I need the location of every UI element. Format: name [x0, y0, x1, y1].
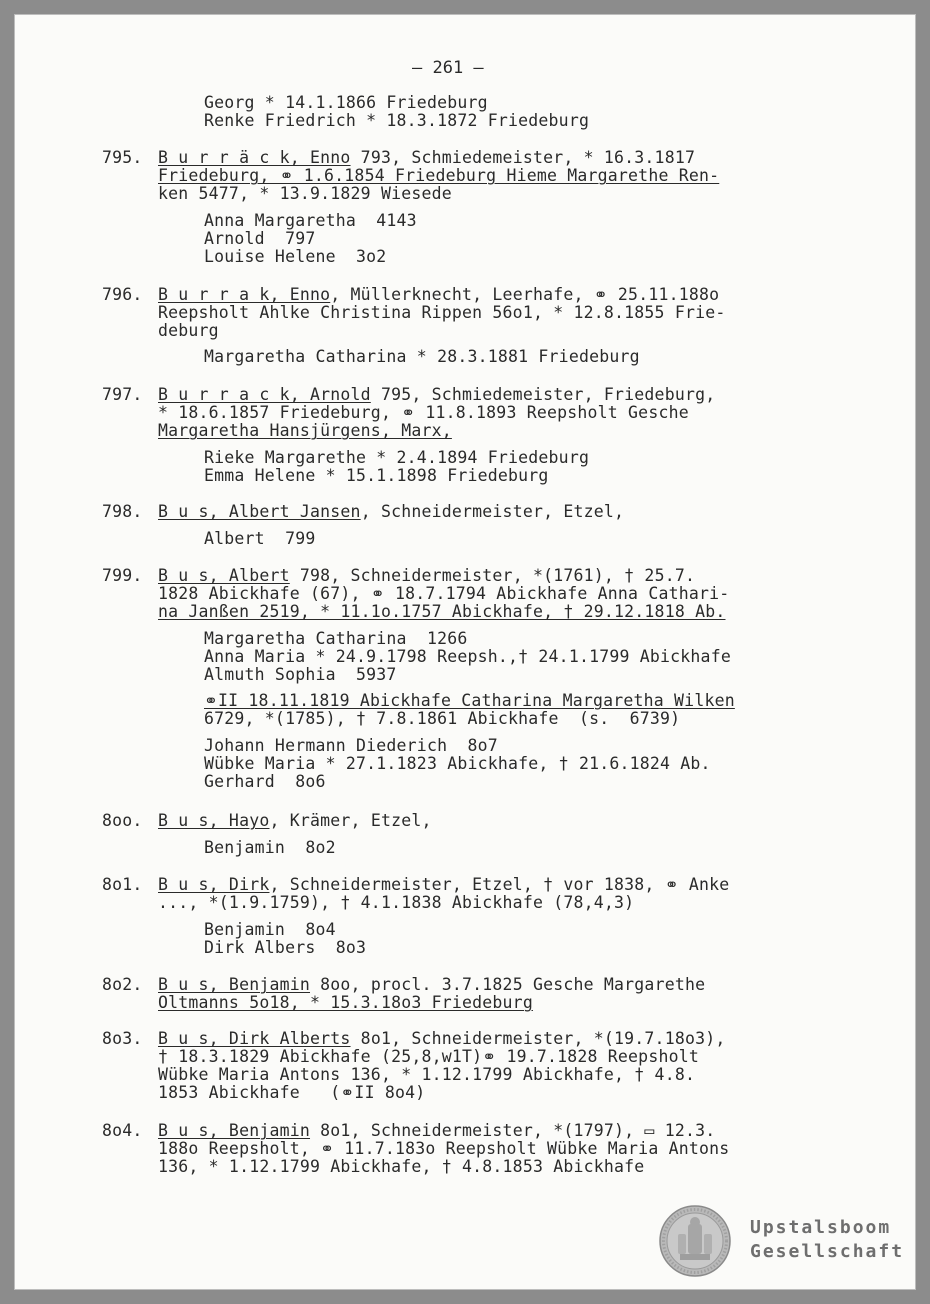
entry-line: 188o Reepsholt, ⚭ 11.7.183o Reepsholt Wübke Maria Antons	[158, 1139, 730, 1158]
entry-heading-rest: , Schneidermeister, Etzel,	[360, 502, 625, 521]
entry-heading-rest: 795, Schmiedemeister, Friedeburg,	[370, 385, 716, 404]
entry-line: 136, * 1.12.1799 Abickhafe, † 4.8.1853 Abickhafe	[158, 1157, 645, 1176]
child-line: Margaretha Catharina 1266	[204, 629, 468, 648]
child-line: Louise Helene 3o2	[204, 247, 387, 266]
entry-heading	[158, 286, 719, 304]
entry-line: Oltmanns 5o18, * 15.3.18o3 Friedeburg	[158, 993, 533, 1012]
entry-heading	[158, 976, 705, 994]
entry-heading-rest: 8oo, procl. 3.7.1825 Gesche Margarethe	[310, 975, 706, 994]
child-line: Emma Helene * 15.1.1898 Friedeburg	[204, 466, 549, 485]
society-seal-icon	[658, 1204, 732, 1278]
entry-number: 798.	[102, 502, 143, 521]
entry-name: B u s, Benjamin	[158, 975, 311, 994]
entry-name: B u s, Albert	[158, 566, 290, 585]
child-line: Arnold 797	[204, 229, 316, 248]
entry-heading	[158, 1030, 726, 1048]
child-line: Margaretha Catharina * 28.3.1881 Friedeburg	[204, 347, 640, 366]
entry-heading	[158, 386, 715, 404]
entry-heading-rest: , Müllerknecht, Leerhafe, ⚭ 25.11.188o	[330, 285, 720, 304]
entry-number: 8o3.	[102, 1029, 143, 1048]
entry-name: B u s, Benjamin	[158, 1121, 311, 1140]
child-line: Anna Maria * 24.9.1798 Reepsh.,† 24.1.1799 Abickhafe	[204, 647, 731, 666]
entry-name: B u s, Dirk Alberts	[158, 1029, 351, 1048]
page-number: – 261 –	[412, 58, 484, 78]
logo-line-2: Gesellschaft	[750, 1241, 905, 1262]
child-line: Wübke Maria * 27.1.1823 Abickhafe, † 21.6.1824 Ab.	[204, 754, 711, 773]
child-line: Rieke Margarethe * 2.4.1894 Friedeburg	[204, 448, 590, 467]
child-line: Benjamin 8o2	[204, 838, 336, 857]
entry-heading	[158, 876, 729, 894]
entry-name: B u r r a c k, Arnold	[158, 385, 371, 404]
child-line: Albert 799	[204, 529, 316, 548]
child-line: Johann Hermann Diederich 8o7	[204, 736, 498, 755]
entry-name: B u r r a k, Enno	[158, 285, 331, 304]
entry-heading-rest: 793, Schmiedemeister, * 16.3.1817	[350, 148, 696, 167]
entry-heading-rest: 798, Schneidermeister, *(1761), † 25.7.	[289, 566, 696, 585]
entry-line: ⚭II 18.11.1819 Abickhafe Catharina Margaretha Wilken	[204, 691, 735, 710]
child-line: Renke Friedrich * 18.3.1872 Friedeburg	[204, 111, 590, 130]
entry-number: 8o1.	[102, 875, 143, 894]
entry-heading	[158, 567, 695, 585]
child-line: Gerhard 8o6	[204, 772, 326, 791]
entry-heading-rest: 8o1, Schneidermeister, *(19.7.18o3),	[350, 1029, 726, 1048]
entry-number: 8o4.	[102, 1121, 143, 1140]
entry-name: B u s, Dirk	[158, 875, 270, 894]
entry-line: Margaretha Hansjürgens, Marx,	[158, 421, 452, 440]
entry-name: B u r r ä c k, Enno	[158, 148, 351, 167]
child-line: Benjamin 8o4	[204, 920, 336, 939]
entry-line: 6729, *(1785), † 7.8.1861 Abickhafe (s. 6739)	[204, 709, 681, 728]
entry-number: 797.	[102, 385, 143, 404]
entry-line: Reepsholt Ahlke Christina Rippen 56o1, * 12.8.1855 Frie-	[158, 303, 726, 322]
entry-line: Wübke Maria Antons 136, * 1.12.1799 Abickhafe, † 4.8.	[158, 1065, 696, 1084]
entry-heading-rest: , Schneidermeister, Etzel, † vor 1838, ⚭ Anke	[269, 875, 730, 894]
entry-line: ..., *(1.9.1759), † 4.1.1838 Abickhafe (78,4,3)	[158, 893, 635, 912]
entry-number: 8o2.	[102, 975, 143, 994]
child-line: Almuth Sophia 5937	[204, 665, 397, 684]
entry-line: † 18.3.1829 Abickhafe (25,8,w1T)⚭ 19.7.1828 Reepsholt	[158, 1047, 699, 1066]
entry-line: 1853 Abickhafe (⚭II 8o4)	[158, 1083, 426, 1102]
child-line: Anna Margaretha 4143	[204, 211, 417, 230]
child-line: Dirk Albers 8o3	[204, 938, 367, 957]
entry-line: Friedeburg, ⚭ 1.6.1854 Friedeburg Hieme Margarethe Ren-	[158, 166, 720, 185]
society-logo-text	[750, 1216, 910, 1264]
entry-line: ken 5477, * 13.9.1829 Wiesede	[158, 184, 452, 203]
entry-heading-rest: , Krämer, Etzel,	[269, 811, 432, 830]
entry-name: B u s, Hayo	[158, 811, 270, 830]
entry-line: na Janßen 2519, * 11.1o.1757 Abickhafe, † 29.12.1818 Ab.	[158, 602, 726, 621]
entry-number: 795.	[102, 148, 143, 167]
entry-number: 796.	[102, 285, 143, 304]
entry-number: 8oo.	[102, 811, 143, 830]
entry-line: deburg	[158, 321, 219, 340]
entry-heading	[158, 812, 432, 830]
logo-line-1: Upstalsboom	[750, 1217, 892, 1238]
document-page	[14, 14, 916, 1290]
child-line: Georg * 14.1.1866 Friedeburg	[204, 93, 488, 112]
entry-heading-rest: 8o1, Schneidermeister, *(1797), ▭ 12.3.	[310, 1121, 716, 1140]
entry-heading	[158, 503, 624, 521]
entry-number: 799.	[102, 566, 143, 585]
entry-heading	[158, 1122, 715, 1140]
entry-line: * 18.6.1857 Friedeburg, ⚭ 11.8.1893 Reepsholt Gesche	[158, 403, 689, 422]
entry-heading	[158, 149, 695, 167]
entry-line: 1828 Abickhafe (67), ⚭ 18.7.1794 Abickhafe Anna Cathari-	[158, 584, 730, 603]
entry-name: B u s, Albert Jansen	[158, 502, 361, 521]
